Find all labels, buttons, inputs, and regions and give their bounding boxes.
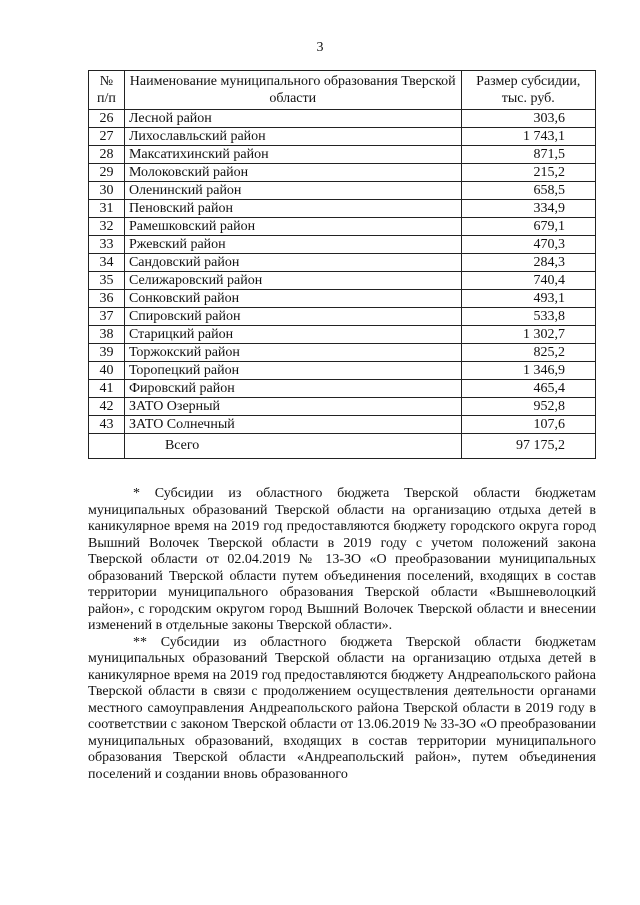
row-name: Торопецкий район bbox=[124, 362, 461, 380]
row-num: 36 bbox=[89, 290, 125, 308]
row-name: Максатихинский район bbox=[124, 146, 461, 164]
table-row bbox=[89, 182, 596, 200]
table-row bbox=[89, 164, 596, 182]
row-amount: 465,4 bbox=[461, 380, 595, 398]
table-row bbox=[89, 110, 596, 128]
table-row bbox=[89, 362, 596, 380]
row-amount: 533,8 bbox=[461, 308, 595, 326]
footnote-2: ** Субсидии из областного бюджета Тверской области бюджетам муниципальных образований Тверской области на организацию отдыха детей в каникулярное время на 2019 год предоставляются бюджету Андреапольского района Тверской области в связи с продолжением осуществления деятельности органами местного самоуправления Андреапольского района Тверской области в 2019 году в соответствии с законом Тверской области от 13.06.2019 № 33-ЗО «О преобразовании муниципальных образований, входящих в состав территории муниципального образования Тверской области «Андреапольский район», путем объединения поселений и создании вновь образованного bbox=[88, 634, 596, 782]
row-name: Рамешковский район bbox=[124, 218, 461, 236]
total-label: Всего bbox=[124, 434, 461, 459]
table-row bbox=[89, 254, 596, 272]
row-amount: 284,3 bbox=[461, 254, 595, 272]
table-row bbox=[89, 218, 596, 236]
table-row bbox=[89, 128, 596, 146]
row-num: 42 bbox=[89, 398, 125, 416]
row-amount: 470,3 bbox=[461, 236, 595, 254]
table-body bbox=[89, 110, 596, 459]
row-amount: 215,2 bbox=[461, 164, 595, 182]
row-name: Сандовский район bbox=[124, 254, 461, 272]
row-amount: 658,5 bbox=[461, 182, 595, 200]
row-amount: 1 743,1 bbox=[461, 128, 595, 146]
row-name: Селижаровский район bbox=[124, 272, 461, 290]
header-num: № п/п bbox=[89, 71, 125, 110]
row-amount: 952,8 bbox=[461, 398, 595, 416]
table-row bbox=[89, 146, 596, 164]
table-row bbox=[89, 290, 596, 308]
header-amount: Размер субсидии, тыс. руб. bbox=[461, 71, 595, 110]
row-name: Оленинский район bbox=[124, 182, 461, 200]
row-num: 38 bbox=[89, 326, 125, 344]
row-name: ЗАТО Озерный bbox=[124, 398, 461, 416]
row-amount: 493,1 bbox=[461, 290, 595, 308]
footnotes bbox=[88, 486, 596, 783]
row-amount: 303,6 bbox=[461, 110, 595, 128]
row-name: Торжокский район bbox=[124, 344, 461, 362]
row-num: 31 bbox=[89, 200, 125, 218]
row-num: 27 bbox=[89, 128, 125, 146]
table-row bbox=[89, 398, 596, 416]
row-num: 37 bbox=[89, 308, 125, 326]
table-row bbox=[89, 236, 596, 254]
row-name: Спировский район bbox=[124, 308, 461, 326]
row-name: Лихославльский район bbox=[124, 128, 461, 146]
table-header-row bbox=[89, 71, 596, 110]
table-row bbox=[89, 200, 596, 218]
table-row bbox=[89, 380, 596, 398]
row-name: Лесной район bbox=[124, 110, 461, 128]
row-num: 30 bbox=[89, 182, 125, 200]
table-row bbox=[89, 272, 596, 290]
total-amount: 97 175,2 bbox=[461, 434, 595, 459]
row-amount: 871,5 bbox=[461, 146, 595, 164]
row-num: 39 bbox=[89, 344, 125, 362]
page-number: 3 bbox=[316, 40, 324, 55]
row-name: Ржевский район bbox=[124, 236, 461, 254]
row-num: 33 bbox=[89, 236, 125, 254]
row-name: Фировский район bbox=[124, 380, 461, 398]
row-num: 41 bbox=[89, 380, 125, 398]
row-name: Пеновский район bbox=[124, 200, 461, 218]
row-name: Сонковский район bbox=[124, 290, 461, 308]
table-row bbox=[89, 308, 596, 326]
row-num: 43 bbox=[89, 416, 125, 434]
row-num: 28 bbox=[89, 146, 125, 164]
row-amount: 679,1 bbox=[461, 218, 595, 236]
row-amount: 825,2 bbox=[461, 344, 595, 362]
row-amount: 1 346,9 bbox=[461, 362, 595, 380]
row-amount: 1 302,7 bbox=[461, 326, 595, 344]
row-name: Старицкий район bbox=[124, 326, 461, 344]
table-row bbox=[89, 326, 596, 344]
table-total-row bbox=[89, 434, 596, 459]
row-num: 32 bbox=[89, 218, 125, 236]
row-num: 26 bbox=[89, 110, 125, 128]
row-amount: 107,6 bbox=[461, 416, 595, 434]
header-name: Наименование муниципального образования Тверской области bbox=[124, 71, 461, 110]
footnote-1: * Субсидии из областного бюджета Тверской области бюджетам муниципальных образований Тверской области на организацию отдыха детей в каникулярное время на 2019 год предоставляются бюджету городского округа город Вышний Волочек Тверской области в 2019 году с учетом положений закона Тверской области от 02.04.2019 № 13-ЗО «О преобразовании муниципальных образований Тверской области путем объединения поселений, входящих в состав территории муниципального образования Тверской области «Вышневолоцкий район», с городским округом город Вышний Волочек Тверской области и внесении изменений в отдельные законы Тверской области». bbox=[88, 486, 596, 633]
table-row bbox=[89, 344, 596, 362]
row-name: ЗАТО Солнечный bbox=[124, 416, 461, 434]
table-row bbox=[89, 416, 596, 434]
row-num: 40 bbox=[89, 362, 125, 380]
row-amount: 740,4 bbox=[461, 272, 595, 290]
row-num: 34 bbox=[89, 254, 125, 272]
row-name: Молоковский район bbox=[124, 164, 461, 182]
total-num bbox=[89, 434, 125, 459]
subsidy-table bbox=[88, 70, 596, 459]
row-amount: 334,9 bbox=[461, 200, 595, 218]
row-num: 29 bbox=[89, 164, 125, 182]
row-num: 35 bbox=[89, 272, 125, 290]
